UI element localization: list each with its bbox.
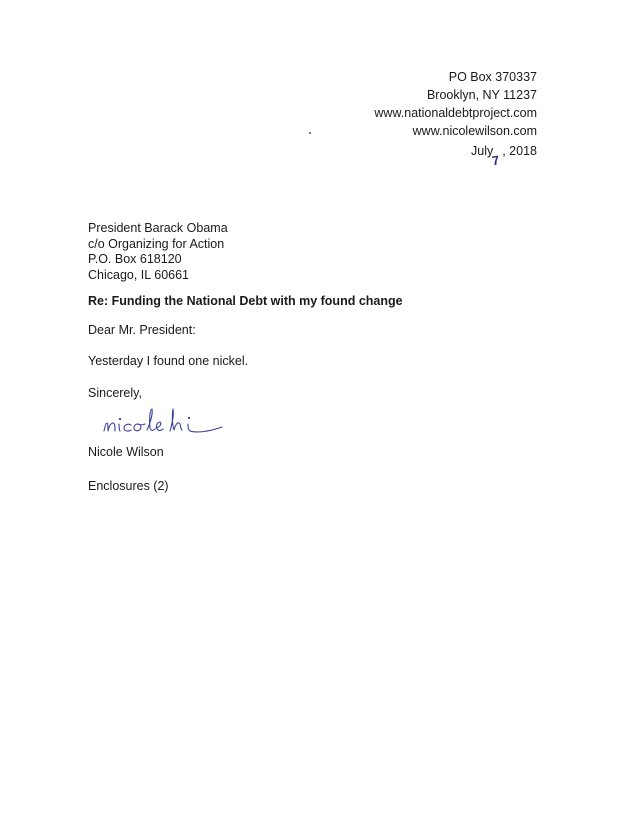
recipient-city-line: Chicago, IL 60661 [88,267,190,282]
ink-speck [309,132,311,134]
date-handwritten-day: 7 [490,152,501,169]
letter-date [471,144,537,169]
handwritten-signature [100,404,235,440]
sender-city-line: Brooklyn, NY 11237 [426,88,537,102]
enclosures-note: Enclosures (2) [88,479,169,493]
recipient-org: c/o Organizing for Action [88,236,225,251]
sender-address-block [374,68,537,140]
salutation: Dear Mr. President: [88,323,196,337]
recipient-po-box: P.O. Box 618120 [88,252,182,266]
sender-website-2: www.nicolewilson.com [412,124,537,138]
sender-website-1: www.nationaldebtproject.com [374,106,537,120]
signer-name: Nicole Wilson [88,445,164,459]
closing: Sincerely, [88,386,142,400]
date-year: , 2018 [502,144,537,158]
sender-po-box: PO Box 370337 [448,70,537,84]
subject-line: Re: Funding the National Debt with my found change [88,294,403,308]
date-month: July [471,144,494,158]
letter-body: Yesterday I found one nickel. [88,354,249,368]
recipient-name: President Barack Obama [88,221,228,235]
recipient-address-block [88,221,228,283]
